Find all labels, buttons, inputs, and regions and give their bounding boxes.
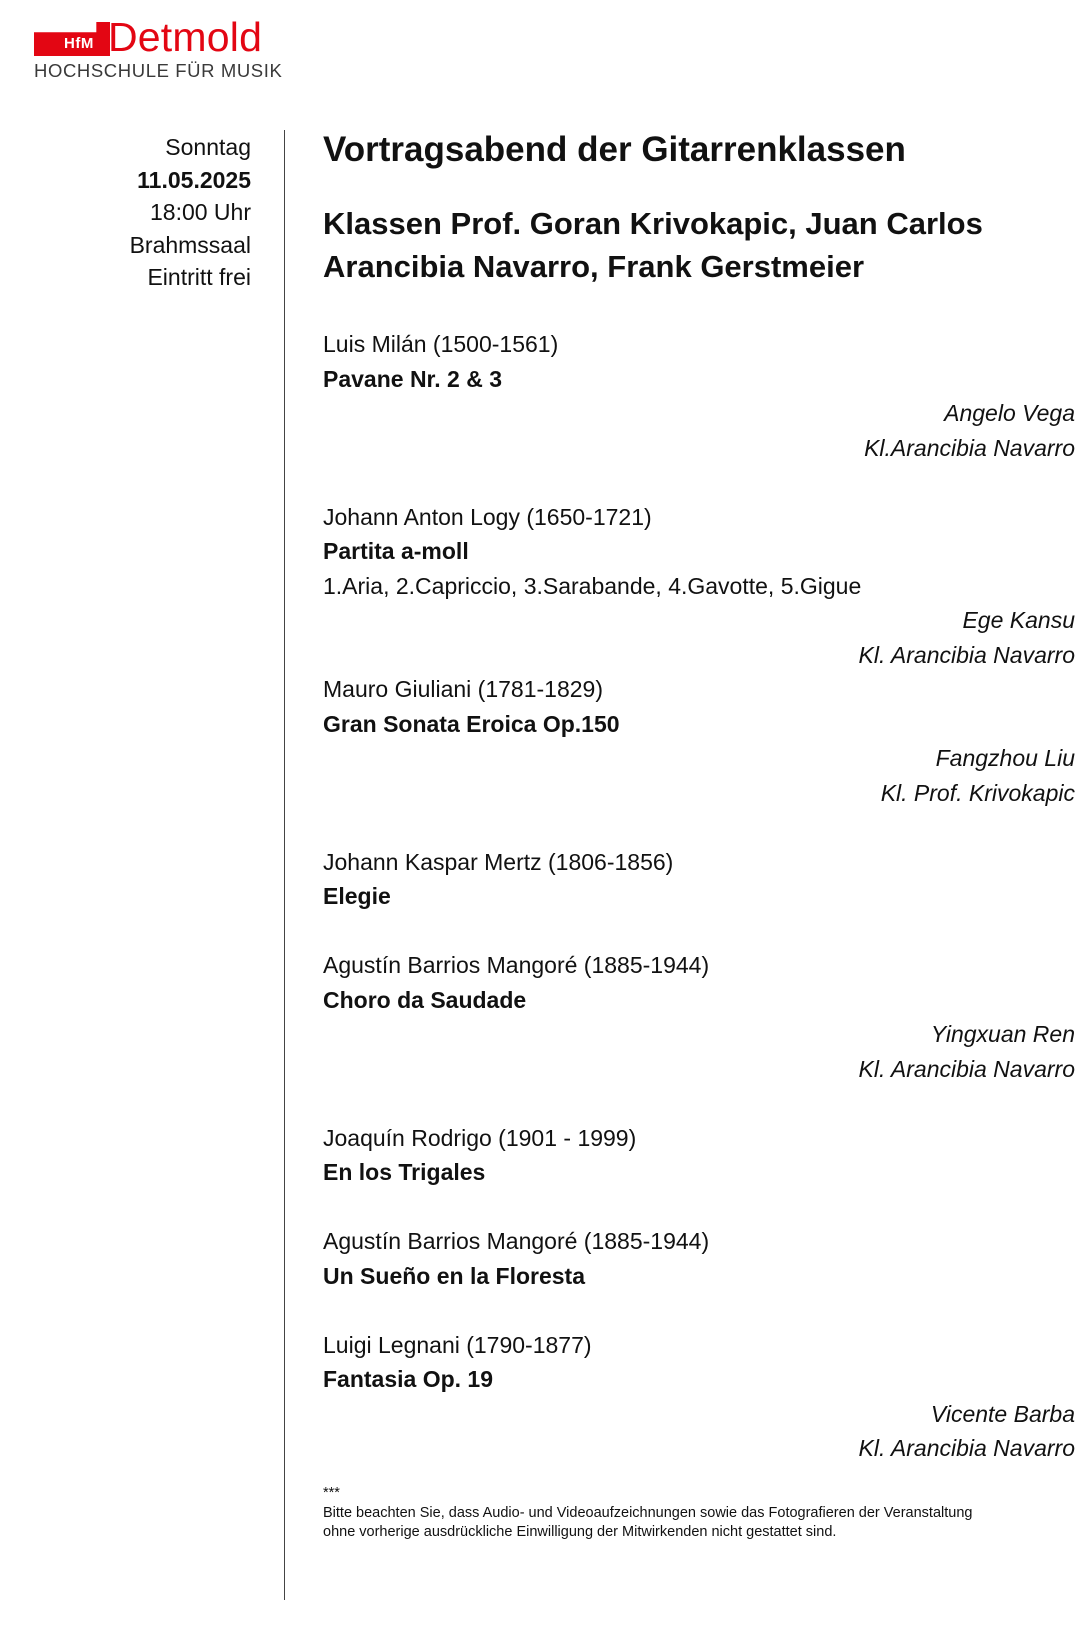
logo-badge: HfM [64,35,94,52]
page-title: Vortragsabend der Gitarrenklassen [323,130,906,169]
event-venue: Brahmssaal [129,231,251,258]
event-time: 18:00 Uhr [149,199,251,225]
performer-class: Kl.Arancibia Navarro [864,434,1075,461]
performer-class: Kl. Arancibia Navarro [858,1055,1075,1082]
footer-notice [323,1484,1075,1543]
work-title: Un Sueño en la Floresta [323,1262,585,1289]
work-title: Elegie [323,883,391,909]
composer: Johann Anton Logy (1650-1721) [323,503,652,530]
composer: Luis Milán (1500-1561) [323,331,559,357]
page-subtitle [323,202,1075,288]
logo-subtitle: HOCHSCHULE FÜR MUSIK [34,60,283,81]
work-title: Pavane Nr. 2 & 3 [323,365,502,392]
work-title: En los Trigales [323,1159,486,1185]
performer: Angelo Vega [944,400,1075,426]
composer: Agustín Barrios Mangoré (1885-1944) [323,1228,710,1254]
header [323,128,1075,288]
divider-line [284,130,285,1600]
performer: Fangzhou Liu [935,745,1075,771]
footer-stars: *** [323,1485,340,1501]
subtitle-line-1: Klassen Prof. Goran Krivokapic, Juan Carlos [323,206,983,241]
performer-class: Kl. Arancibia Navarro [858,641,1075,668]
event-admission: Eintritt frei [147,264,251,290]
work-title: Choro da Saudade [323,986,527,1013]
composer: Mauro Giuliani (1781-1829) [323,676,603,702]
performer: Yingxuan Ren [930,1021,1075,1047]
composer: Joaquín Rodrigo (1901 - 1999) [323,1124,637,1151]
hfm-logo [34,14,334,90]
event-day: Sonntag [165,134,251,160]
work-title: Partita a-moll [323,538,469,564]
performer-class: Kl. Prof. Krivokapic [880,779,1075,806]
footer-line-2: ohne vorherige ausdrückliche Einwilligung der Mitwirkenden nicht gestattet sind. [323,1524,837,1540]
event-info [40,131,251,294]
performer: Ege Kansu [962,607,1075,633]
composer: Johann Kaspar Mertz (1806-1856) [323,848,674,875]
event-date: 11.05.2025 [137,166,251,193]
program-list [323,327,1075,1466]
footer-line-1: Bitte beachten Sie, dass Audio- und Videoaufzeichnungen sowie das Fotografieren der Veranstaltung [323,1504,973,1521]
composer: Agustín Barrios Mangoré (1885-1944) [323,952,710,978]
work-title: Gran Sonata Eroica Op.150 [323,710,620,737]
subtitle-line-2: Arancibia Navarro, Frank Gerstmeier [323,249,865,284]
composer: Luigi Legnani (1790-1877) [323,1331,592,1358]
performer: Vicente Barba [930,1400,1075,1427]
performer-class: Kl. Arancibia Navarro [858,1435,1075,1461]
logo-name: Detmold [108,14,263,60]
work-title: Fantasia Op. 19 [323,1366,494,1392]
movements: 1.Aria, 2.Capriccio, 3.Sarabande, 4.Gavotte, 5.Gigue [323,572,862,599]
